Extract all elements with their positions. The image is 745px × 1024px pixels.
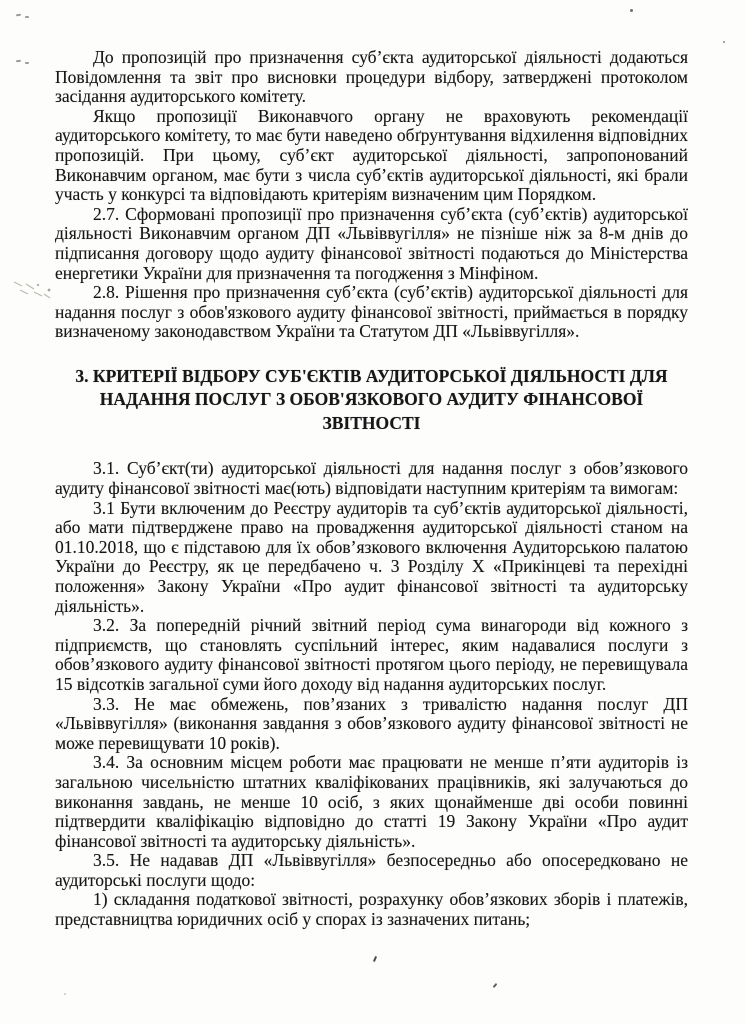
paragraph-item-3-2: 3.2. За попередній річний звітний період сума винагороди від кожного з підприємств, що становлять суспільний інтерес, яким надавалися послуги з обов’язкового аудиту фінансової звітності протягом цього періоду, не перевищувала 15 відсотків загальної суми його доходу від надання аудиторських послуг. [55,615,688,694]
paragraph-item-3-1-intro: 3.1. Суб’єкт(ти) аудиторської діяльності для надання послуг з обов’язкового аудиту фінансової звітності має(ють) відповідати наступним критеріям та вимогам: [55,458,688,498]
paragraph-attachments: До пропозицій про призначення суб’єкта аудиторської діяльності додаються Повідомлення та звіт про висновки процедури відбору, затверджені протоколом засідання аудиторського комітету. [55,47,688,107]
ink-speck [64,993,66,995]
pencil-smudge [4,276,56,302]
ink-speck [373,956,377,962]
paragraph-item-2-7: 2.7. Сформовані пропозиції про призначення суб’єкта (суб’єктів) аудиторської діяльності Виконавчим органом ДП «Львіввугілля» не пізніше ніж за 8-м днів до підписання договору щодо аудиту фінансової звітності подаються до Міністерства енергетики України для призначення та погодження з Мінфіном. [55,203,688,283]
section-heading-line-1: 3. КРИТЕРІЇ ВІДБОРУ СУБ'ЄКТІВ АУДИТОРСЬКОЇ ДІЯЛЬНОСТІ ДЛЯ [75,365,668,386]
paragraph-item-3-1-registry: 3.1 Бути включеним до Реєстру аудиторів та суб’єктів аудиторської діяльності, або мати підтверджене право на провадження аудиторської діяльності станом на 01.10.2018, що є підставою для їх обов’язкового включення Аудиторською палатою України до Реєстру, як це передбачено ч. 3 Розділу Х «Прикінцеві та перехідні положення» Закону України «Про аудит фінансової звітності та аудиторську діяльність». [55,497,688,616]
section-3-heading [55,365,688,436]
ink-speck [723,41,725,43]
section-heading-line-2: НАДАННЯ ПОСЛУГ З ОБОВ'ЯЗКОВОГО АУДИТУ ФІНАНСОВОЇ ЗВІТНОСТІ [99,389,644,433]
paragraph-item-3-5-sub-1: 1) складання податкової звітності, розрахунку обов’язкових зборів і платежів, представництва юридичних осіб у спорах із зазначених питань; [55,889,688,930]
pencil-dash-mark [25,16,29,18]
paragraph-item-3-5: 3.5. Не надавав ДП «Львіввугілля» безпосередньо або опосередковано не аудиторські послуги щодо: [55,850,688,890]
paragraph-item-3-4: 3.4. За основним місцем роботи має працювати не менше п’яти аудиторів із загальною чисельністю штатних кваліфікованих працівників, які залучаються до виконання завдань, не менше 10 осіб, з яких щонайменше дві особи повинні підтвердити кваліфікацію відповідно до статті 19 Закону України «Про аудит фінансової звітності та аудиторську діяльність». [55,752,688,851]
pencil-dash-mark [16,14,21,17]
paragraph-executive-body-proposals: Якщо пропозиції Виконавчого органу не враховують рекомендації аудиторського комітету, то має бути наведено обґрунтування відхилення відповідних пропозицій. При цьому, суб’єкт аудиторської діяльності, запропонований Виконавчим органом, має бути з числа суб’єктів аудиторської діяльності, які брали участь у конкурсі та відповідають критеріям визначеним цим Порядком. [55,105,688,205]
pencil-dash-mark [25,62,29,64]
ink-speck [630,9,633,12]
paragraph-item-3-3: 3.3. Не має обмежень, пов’язаних з тривалістю надання послуг ДП «Львіввугілля» (виконання завдання з обов’язкового аудиту фінансової звітності не може перевищувати 10 років). [55,693,688,753]
ink-speck [493,983,498,988]
paragraph-item-2-8: 2.8. Рішення про призначення суб’єкта (суб’єктів) аудиторської діяльності для надання послуг з обов'язкового аудиту фінансової звітності, приймається в порядку визначеному законодавством України та Статутом ДП «Львіввугілля». [55,282,688,342]
pencil-dash-mark [16,60,21,63]
